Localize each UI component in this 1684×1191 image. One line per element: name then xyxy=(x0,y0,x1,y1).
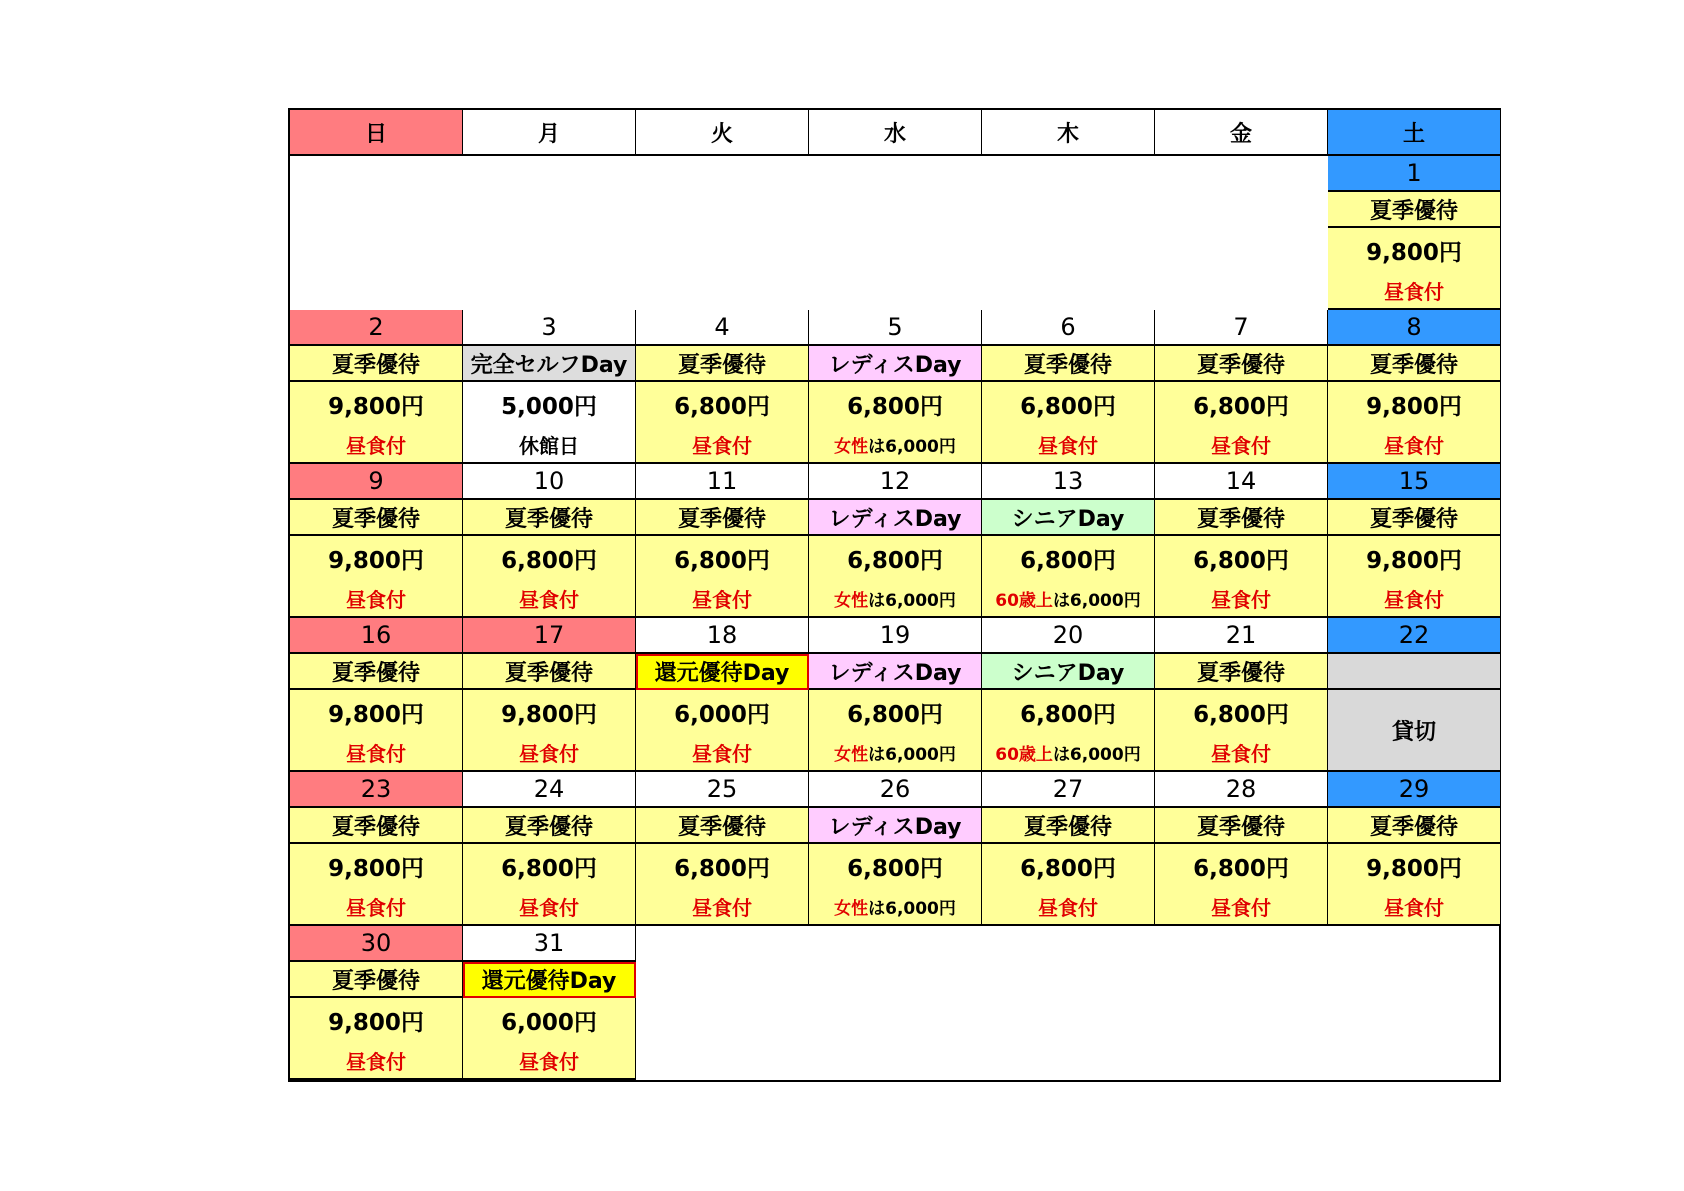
day-price: 6,800円 xyxy=(1155,844,1328,888)
note-red-part: 女性 xyxy=(834,744,869,765)
day-label: 夏季優待 xyxy=(1328,808,1501,844)
day-number: 29 xyxy=(1328,772,1501,808)
day-price: 6,000円 xyxy=(463,998,636,1042)
day-price: 6,800円 xyxy=(809,382,982,426)
day-price: 9,800円 xyxy=(290,844,463,888)
day-number: 17 xyxy=(463,618,636,654)
day-number: 11 xyxy=(636,464,809,500)
day-label: 夏季優待 xyxy=(290,962,463,998)
note-black-part: は6,000円 xyxy=(1052,590,1141,611)
day-note: 昼食付 xyxy=(636,580,809,618)
day-label: 夏季優待 xyxy=(1155,808,1328,844)
day-label: 夏季優待 xyxy=(636,808,809,844)
day-label: 完全セルフDay xyxy=(463,346,636,382)
day-number: 6 xyxy=(982,310,1155,346)
weekday-header-0: 日 xyxy=(290,110,463,156)
day-price: 6,800円 xyxy=(636,844,809,888)
weekday-header-4: 木 xyxy=(982,110,1155,156)
day-note: 昼食付 xyxy=(982,426,1155,464)
day-price: 6,000円 xyxy=(636,690,809,734)
day-number: 27 xyxy=(982,772,1155,808)
day-number: 26 xyxy=(809,772,982,808)
day-label: 夏季優待 xyxy=(1155,346,1328,382)
day-number: 10 xyxy=(463,464,636,500)
day-note: 昼食付 xyxy=(1328,888,1501,926)
day-label: 夏季優待 xyxy=(982,346,1155,382)
day-label: 夏季優待 xyxy=(636,500,809,536)
day-number: 4 xyxy=(636,310,809,346)
day-price: 6,800円 xyxy=(809,844,982,888)
day-number: 24 xyxy=(463,772,636,808)
note-black-part: は6,000円 xyxy=(868,898,956,919)
day-number: 9 xyxy=(290,464,463,500)
day-note: 昼食付 xyxy=(463,580,636,618)
weekday-header-1: 月 xyxy=(463,110,636,156)
note-black-part: は6,000円 xyxy=(1052,744,1141,765)
note-red-part: 女性 xyxy=(834,898,869,919)
day-note: 昼食付 xyxy=(463,734,636,772)
day-price: 6,800円 xyxy=(636,536,809,580)
day-note: 昼食付 xyxy=(1155,734,1328,772)
day-note: 昼食付 xyxy=(636,888,809,926)
day-label: 夏季優待 xyxy=(1328,192,1501,228)
weekday-header-5: 金 xyxy=(1155,110,1328,156)
day-note: 昼食付 xyxy=(636,426,809,464)
day-price: 6,800円 xyxy=(982,382,1155,426)
day-note: 昼食付 xyxy=(290,580,463,618)
weekday-header-6: 土 xyxy=(1328,110,1501,156)
day-number: 16 xyxy=(290,618,463,654)
day-note xyxy=(982,734,1155,772)
day-number: 20 xyxy=(982,618,1155,654)
day-number: 13 xyxy=(982,464,1155,500)
day-note: 昼食付 xyxy=(1328,580,1501,618)
day-number: 8 xyxy=(1328,310,1501,346)
day-label: 還元優待Day xyxy=(463,962,636,998)
day-label: 夏季優待 xyxy=(290,808,463,844)
day-price: 9,800円 xyxy=(1328,844,1501,888)
day-note: 昼食付 xyxy=(1328,426,1501,464)
day-note xyxy=(809,580,982,618)
day-label: 還元優待Day xyxy=(636,654,809,690)
day-note: 昼食付 xyxy=(1155,888,1328,926)
day-note xyxy=(809,426,982,464)
note-black-part: は6,000円 xyxy=(868,590,956,611)
day-note: 昼食付 xyxy=(636,734,809,772)
day-number: 31 xyxy=(463,926,636,962)
weekday-header-3: 水 xyxy=(809,110,982,156)
weekday-header-2: 火 xyxy=(636,110,809,156)
day-price: 6,800円 xyxy=(636,382,809,426)
day-number: 22 xyxy=(1328,618,1501,654)
day-number: 23 xyxy=(290,772,463,808)
day-note: 昼食付 xyxy=(290,426,463,464)
day-note: 昼食付 xyxy=(1155,426,1328,464)
day-number: 25 xyxy=(636,772,809,808)
day-price: 9,800円 xyxy=(1328,228,1501,272)
day-label: 夏季優待 xyxy=(1328,346,1501,382)
charter-text: 貸切 xyxy=(1328,690,1501,772)
day-note: 昼食付 xyxy=(290,888,463,926)
day-note: 昼食付 xyxy=(290,1042,463,1080)
day-number: 30 xyxy=(290,926,463,962)
note-red-part: 女性 xyxy=(834,436,869,457)
day-label: シニアDay xyxy=(982,654,1155,690)
day-note: 昼食付 xyxy=(982,888,1155,926)
day-note xyxy=(809,888,982,926)
day-price: 6,800円 xyxy=(463,844,636,888)
day-note xyxy=(809,734,982,772)
day-price: 6,800円 xyxy=(1155,690,1328,734)
day-number: 7 xyxy=(1155,310,1328,346)
day-price: 6,800円 xyxy=(1155,536,1328,580)
day-label: レディスDay xyxy=(809,500,982,536)
day-label: 夏季優待 xyxy=(982,808,1155,844)
day-number: 12 xyxy=(809,464,982,500)
day-price: 6,800円 xyxy=(982,844,1155,888)
calendar-grid xyxy=(288,108,1501,1082)
day-price: 9,800円 xyxy=(1328,382,1501,426)
day-price: 6,800円 xyxy=(982,536,1155,580)
day-price: 5,000円 xyxy=(463,382,636,426)
note-red-part: 女性 xyxy=(834,590,869,611)
day-label: 夏季優待 xyxy=(290,346,463,382)
day-number: 18 xyxy=(636,618,809,654)
day-price: 9,800円 xyxy=(290,382,463,426)
day-label: レディスDay xyxy=(809,808,982,844)
day-price: 9,800円 xyxy=(290,536,463,580)
day-note: 昼食付 xyxy=(1328,272,1501,310)
day-number: 2 xyxy=(290,310,463,346)
day-price: 9,800円 xyxy=(463,690,636,734)
day-label xyxy=(1328,654,1501,690)
day-number: 3 xyxy=(463,310,636,346)
day-note: 昼食付 xyxy=(463,888,636,926)
day-label: 夏季優待 xyxy=(1155,654,1328,690)
day-note: 昼食付 xyxy=(1155,580,1328,618)
day-label: 夏季優待 xyxy=(463,808,636,844)
day-number: 28 xyxy=(1155,772,1328,808)
day-label: 夏季優待 xyxy=(290,500,463,536)
note-black-part: は6,000円 xyxy=(868,744,956,765)
day-note xyxy=(982,580,1155,618)
day-price: 6,800円 xyxy=(463,536,636,580)
note-red-part: 60歳上 xyxy=(995,744,1053,765)
day-number: 19 xyxy=(809,618,982,654)
day-label: シニアDay xyxy=(982,500,1155,536)
day-price: 6,800円 xyxy=(1155,382,1328,426)
day-number: 21 xyxy=(1155,618,1328,654)
day-price: 9,800円 xyxy=(290,998,463,1042)
note-red-part: 60歳上 xyxy=(995,590,1053,611)
day-number: 5 xyxy=(809,310,982,346)
day-label: 夏季優待 xyxy=(290,654,463,690)
day-label: レディスDay xyxy=(809,346,982,382)
day-price: 6,800円 xyxy=(809,690,982,734)
day-number: 1 xyxy=(1328,156,1501,192)
note-black-part: は6,000円 xyxy=(868,436,956,457)
day-label: 夏季優待 xyxy=(1155,500,1328,536)
day-price: 9,800円 xyxy=(290,690,463,734)
day-number: 14 xyxy=(1155,464,1328,500)
day-note: 昼食付 xyxy=(290,734,463,772)
day-number: 15 xyxy=(1328,464,1501,500)
day-label: レディスDay xyxy=(809,654,982,690)
day-label: 夏季優待 xyxy=(636,346,809,382)
day-price: 6,800円 xyxy=(982,690,1155,734)
day-label: 夏季優待 xyxy=(463,654,636,690)
day-price: 9,800円 xyxy=(1328,536,1501,580)
day-price: 6,800円 xyxy=(809,536,982,580)
day-label: 夏季優待 xyxy=(1328,500,1501,536)
day-note: 昼食付 xyxy=(463,1042,636,1080)
day-label: 夏季優待 xyxy=(463,500,636,536)
day-note: 休館日 xyxy=(463,426,636,464)
